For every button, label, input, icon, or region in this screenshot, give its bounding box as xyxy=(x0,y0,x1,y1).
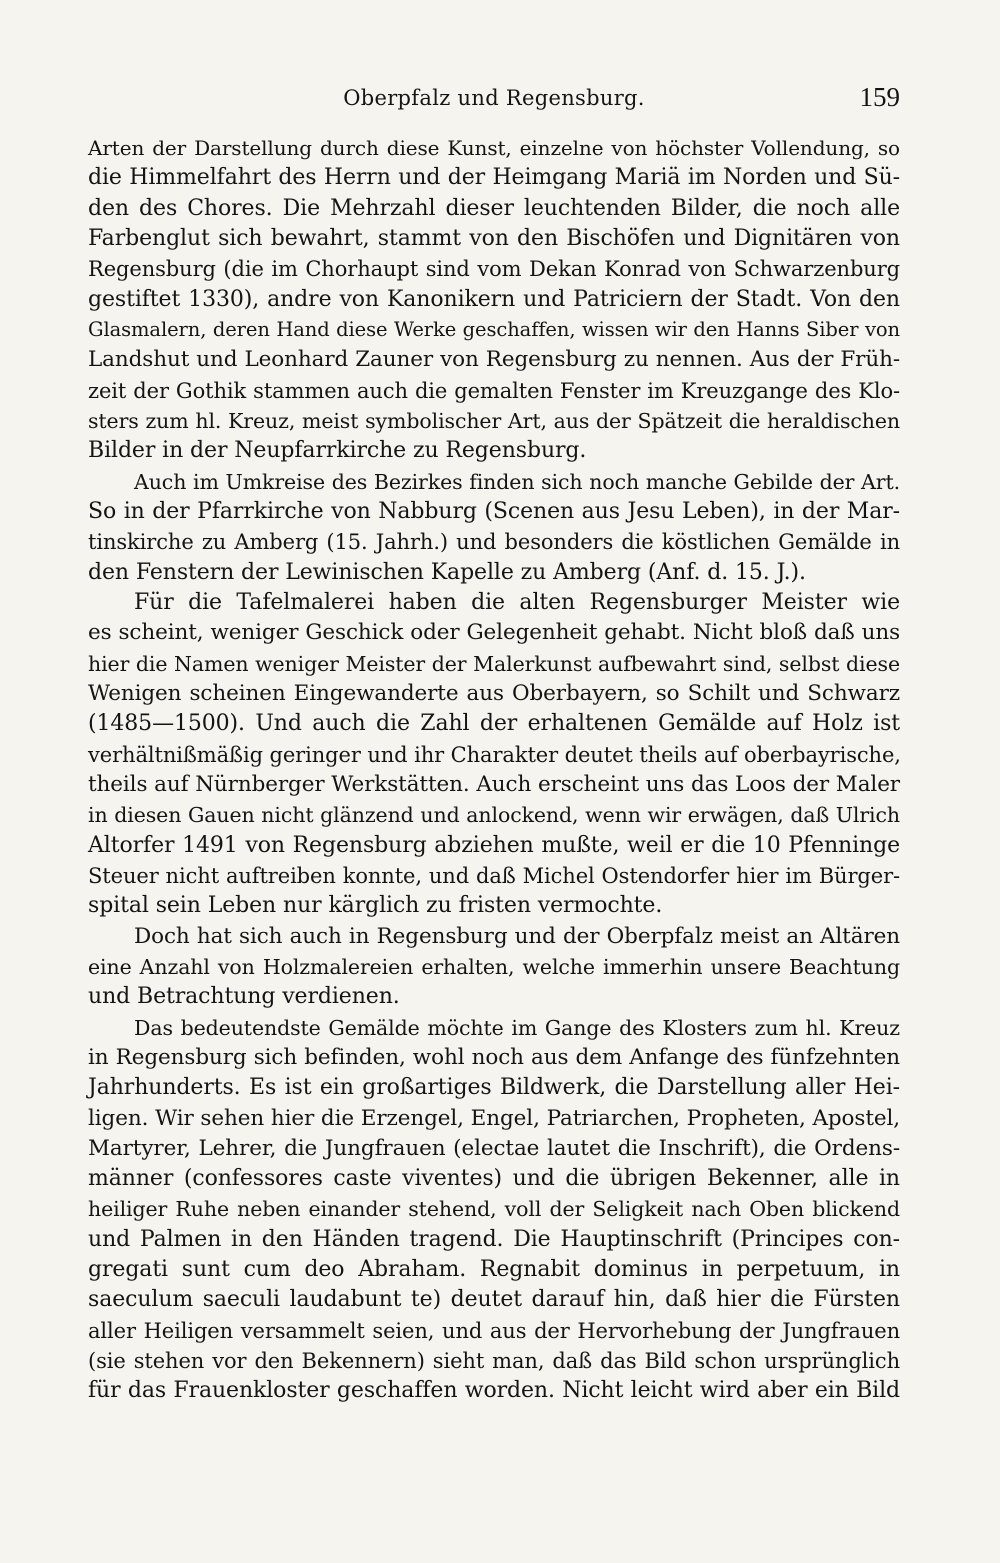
text-line: sters zum hl. Kreuz, meist symbolischer Art, aus der Spätzeit die heraldischen xyxy=(88,408,900,433)
text-line: Farbenglut sich bewahrt, stammt von den Bischöfen und Dignitären von xyxy=(88,225,900,251)
text-line: (1485—1500). Und auch die Zahl der erhaltenen Gemälde auf Holz ist xyxy=(88,711,900,737)
text-line: Altorfer 1491 von Regensburg abziehen mußte, weil er die 10 Pfenninge xyxy=(88,832,900,858)
text-line: und Palmen in den Händen tragend. Die Hauptinschrift (Principes con- xyxy=(88,1226,900,1252)
text-line: Doch hat sich auch in Regensburg und der Oberpfalz meist an Altären xyxy=(134,923,900,949)
text-line: Auch im Umkreise des Bezirkes finden sich noch manche Gebilde der Art. xyxy=(134,469,900,494)
text-line: So in der Pfarrkirche von Nabburg (Scenen aus Jesu Leben), in der Mar- xyxy=(88,498,900,524)
text-line: Wenigen scheinen Eingewanderte aus Oberbayern, so Schilt und Schwarz xyxy=(88,680,900,706)
text-line: Martyrer, Lehrer, die Jungfrauen (electae lautet die Inschrift), die Ordens- xyxy=(88,1135,900,1161)
text-line: hier die Namen weniger Meister der Malerkunst aufbewahrt sind, selbst diese xyxy=(88,651,900,676)
text-line: Das bedeutendste Gemälde möchte im Gange des Klosters zum hl. Kreuz xyxy=(134,1015,900,1040)
text-line: Landshut und Leonhard Zauner von Regensburg zu nennen. Aus der Früh- xyxy=(88,347,900,373)
running-head: Oberpfalz und Regensburg. xyxy=(343,86,645,110)
text-line: theils auf Nürnberger Werkstätten. Auch erscheint uns das Loos der Maler xyxy=(88,771,900,797)
text-line: Arten der Darstellung durch diese Kunst, einzelne von höchster Vollendung, so xyxy=(88,136,900,160)
text-line: (sie stehen vor den Bekennern) sieht man, daß das Bild schon ursprünglich xyxy=(88,1349,900,1374)
text-line: eine Anzahl von Holzmalereien erhalten, welche immerhin unsere Beachtung xyxy=(88,954,900,979)
text-line: Bilder in der Neupfarrkirche zu Regensburg. xyxy=(88,438,587,464)
text-line: den Fenstern der Lewinischen Kapelle zu Amberg (Anf. d. 15. J.). xyxy=(88,559,806,585)
text-line: tinskirche zu Amberg (15. Jahrh.) und besonders die köstlichen Gemälde in xyxy=(88,530,900,555)
text-line: aller Heiligen versammelt seien, und aus der Hervorhebung der Jungfrauen xyxy=(88,1318,900,1343)
text-line: in diesen Gauen nicht glänzend und anlockend, wenn wir erwägen, daß Ulrich xyxy=(88,803,900,828)
text-line: männer (confessores caste viventes) und die übrigen Bekenner, alle in xyxy=(88,1166,900,1192)
text-line: Jahrhunderts. Es ist ein großartiges Bildwerk, die Darstellung aller Hei- xyxy=(88,1075,900,1101)
text-line: saeculum saeculi laudabunt te) deutet darauf hin, daß hier die Fürsten xyxy=(88,1287,900,1313)
text-line: den des Chores. Die Mehrzahl dieser leuchtenden Bilder, die noch alle xyxy=(88,195,900,221)
text-line: verhältnißmäßig geringer und ihr Charakter deutet theils auf oberbayrische, xyxy=(88,742,901,767)
text-line: Für die Tafelmalerei haben die alten Regensburger Meister wie xyxy=(134,589,900,615)
text-line: für das Frauenkloster geschaffen worden. Nicht leicht wird aber ein Bild xyxy=(88,1378,900,1404)
body-text xyxy=(88,133,900,1407)
text-line: Glasmalern, deren Hand diese Werke geschaffen, wissen wir den Hanns Siber von xyxy=(88,317,900,341)
text-line: es scheint, weniger Geschick oder Gelegenheit gehabt. Nicht bloß daß uns xyxy=(88,620,900,646)
text-line: die Himmelfahrt des Herrn und der Heimgang Mariä im Norden und Sü- xyxy=(88,165,900,191)
text-line: heiliger Ruhe neben einander stehend, voll der Seligkeit nach Oben blickend xyxy=(88,1197,900,1222)
text-line: Steuer nicht auftreiben konnte, und daß Michel Ostendorfer hier im Bürger- xyxy=(88,863,900,888)
text-line: in Regensburg sich befinden, wohl noch aus dem Anfange des fünfzehnten xyxy=(88,1044,900,1070)
text-line: ligen. Wir sehen hier die Erzengel, Engel, Patriarchen, Propheten, Apostel, xyxy=(88,1105,900,1131)
text-line: zeit der Gothik stammen auch die gemalten Fenster im Kreuzgange des Klo- xyxy=(88,378,900,403)
text-line: spital sein Leben nur kärglich zu fristen vermochte. xyxy=(88,893,663,919)
page-header xyxy=(88,82,900,118)
text-line: gestiftet 1330), andre von Kanonikern und Patriciern der Stadt. Von den xyxy=(88,286,900,312)
text-line: gregati sunt cum deo Abraham. Regnabit dominus in perpetuum, in xyxy=(88,1257,900,1283)
text-line: Regensburg (die im Chorhaupt sind vom Dekan Konrad von Schwarzenburg xyxy=(88,257,900,282)
page-number: 159 xyxy=(859,82,900,112)
text-line: und Betrachtung verdienen. xyxy=(88,984,400,1010)
